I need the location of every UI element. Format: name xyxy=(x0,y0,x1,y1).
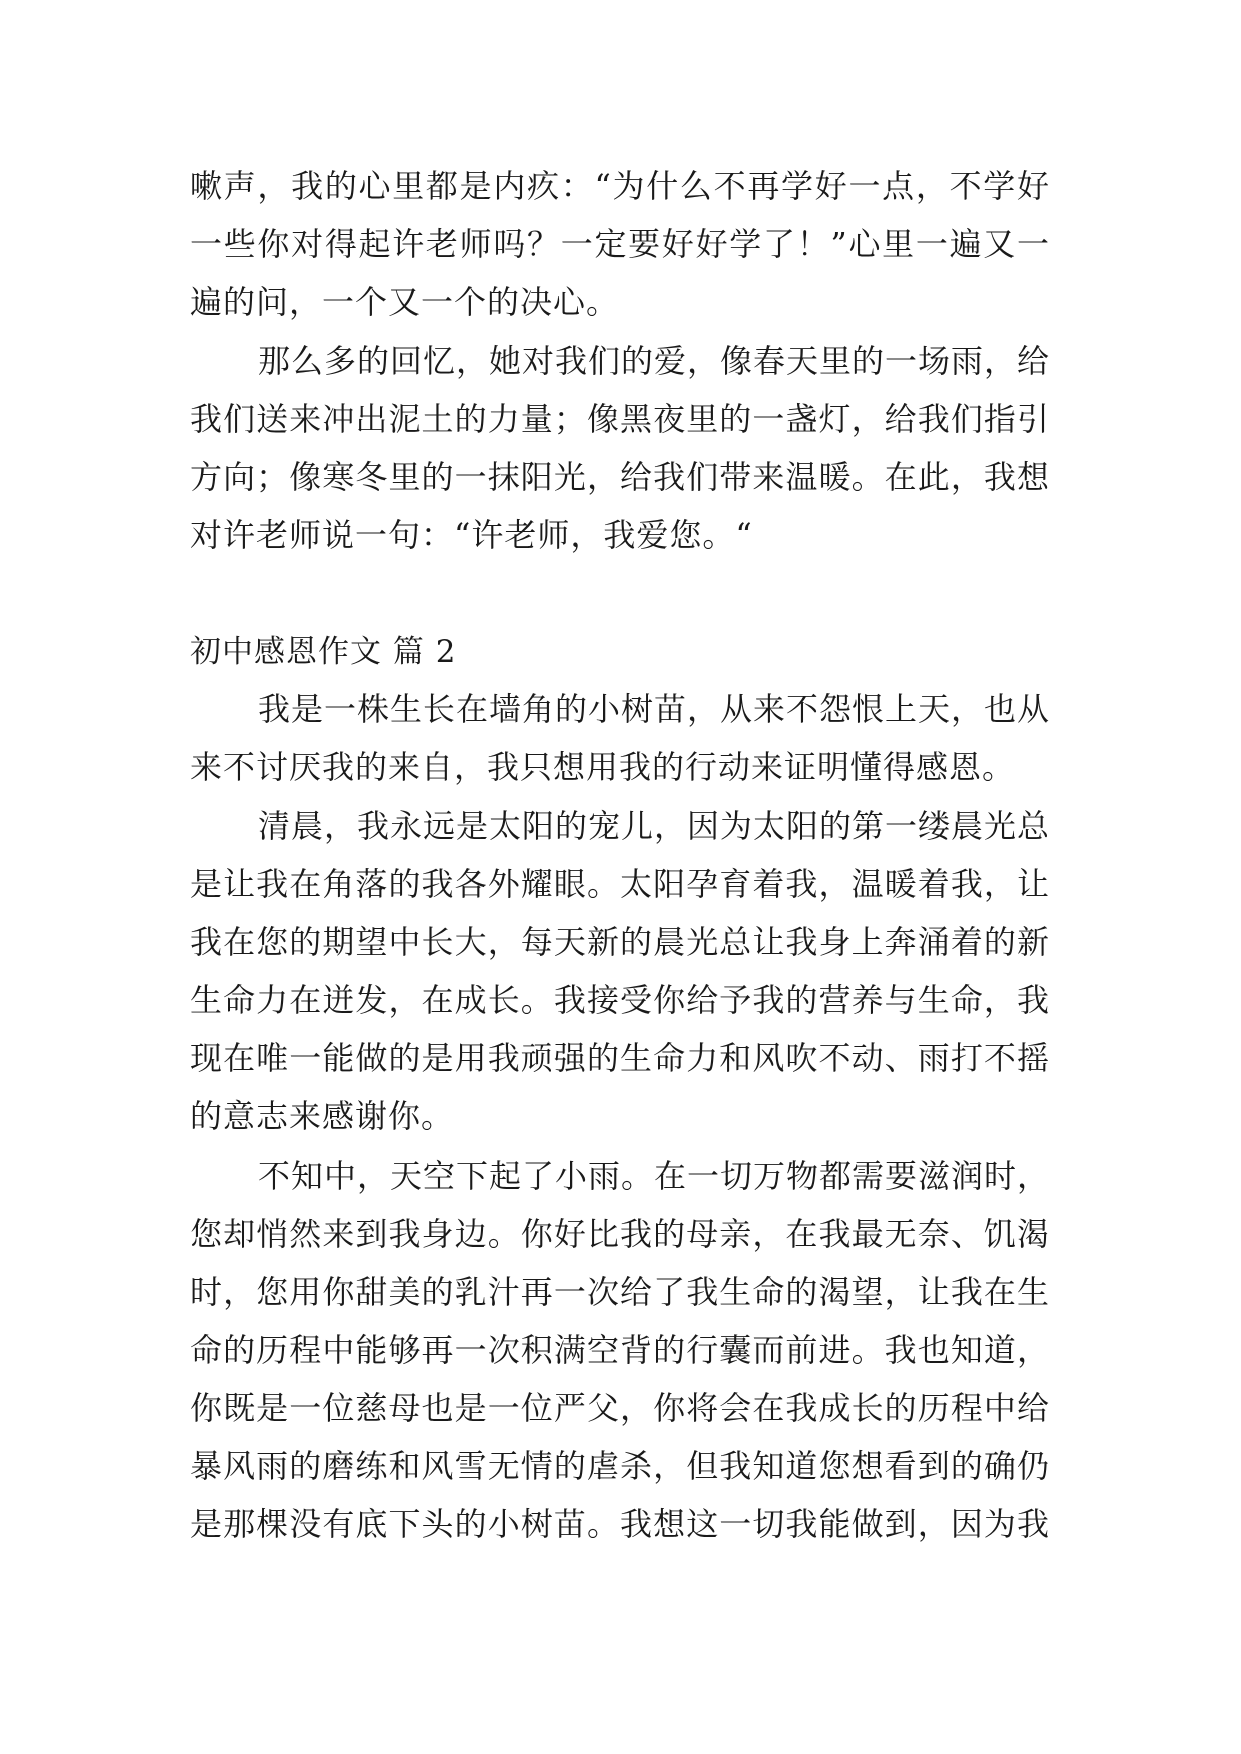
paragraph xyxy=(190,332,1050,564)
text-line: 我是一株生长在墙角的小树苗，从来不怨恨上天，也从 xyxy=(258,690,1051,728)
text-line: 那么多的回忆，她对我们的爱，像春天里的一场雨，给 xyxy=(258,342,1051,380)
text-line: 一些你对得起许老师吗？一定要好好学了！”心里一遍又一 xyxy=(190,225,1050,263)
paragraph-continuation xyxy=(190,157,1050,331)
text-line: 命的历程中能够再一次积满空背的行囊而前进。我也知道， xyxy=(190,1331,1050,1369)
text-line: 时，您用你甜美的乳汁再一次给了我生命的渴望，让我在生 xyxy=(190,1273,1050,1311)
text-line: 清晨，我永远是太阳的宠儿，因为太阳的第一缕晨光总 xyxy=(258,807,1051,845)
text-line: 我在您的期望中长大，每天新的晨光总让我身上奔涌着的新 xyxy=(190,923,1050,961)
text-line: 不知中，天空下起了小雨。在一切万物都需要滋润时， xyxy=(258,1157,1051,1195)
paragraph xyxy=(190,680,1050,796)
text-line: 生命力在迸发，在成长。我接受你给予我的营养与生命，我 xyxy=(190,981,1050,1019)
text-line: 来不讨厌我的来自，我只想用我的行动来证明懂得感恩。 xyxy=(190,748,1016,786)
text-line: 是那棵没有底下头的小树苗。我想这一切我能做到，因为我 xyxy=(190,1505,1050,1543)
text-line: 我们送来冲出泥土的力量；像黑夜里的一盏灯，给我们指引 xyxy=(190,400,1050,438)
text-line: 是让我在角落的我各外耀眼。太阳孕育着我，温暖着我，让 xyxy=(190,865,1050,903)
text-line: 您却悄然来到我身边。你好比我的母亲，在我最无奈、饥渴 xyxy=(190,1215,1050,1253)
paragraph xyxy=(190,1147,1050,1553)
text-line: 的意志来感谢你。 xyxy=(190,1097,455,1135)
text-line: 遍的问，一个又一个的决心。 xyxy=(190,283,620,321)
text-line: 嗽声，我的心里都是内疚：“为什么不再学好一点，不学好 xyxy=(190,167,1050,205)
paragraph xyxy=(190,797,1050,1145)
text-line: 暴风雨的磨练和风雪无情的虐杀，但我知道您想看到的确仍 xyxy=(190,1447,1050,1485)
section-heading: 初中感恩作文 篇 2 xyxy=(190,634,457,670)
text-line: 现在唯一能做的是用我顽强的生命力和风吹不动、雨打不摇 xyxy=(190,1039,1050,1077)
text-line: 方向；像寒冬里的一抹阳光，给我们带来温暖。在此，我想 xyxy=(190,458,1050,496)
text-line: 你既是一位慈母也是一位严父，你将会在我成长的历程中给 xyxy=(190,1389,1050,1427)
text-line: 对许老师说一句：“许老师，我爱您。“ xyxy=(190,516,753,554)
